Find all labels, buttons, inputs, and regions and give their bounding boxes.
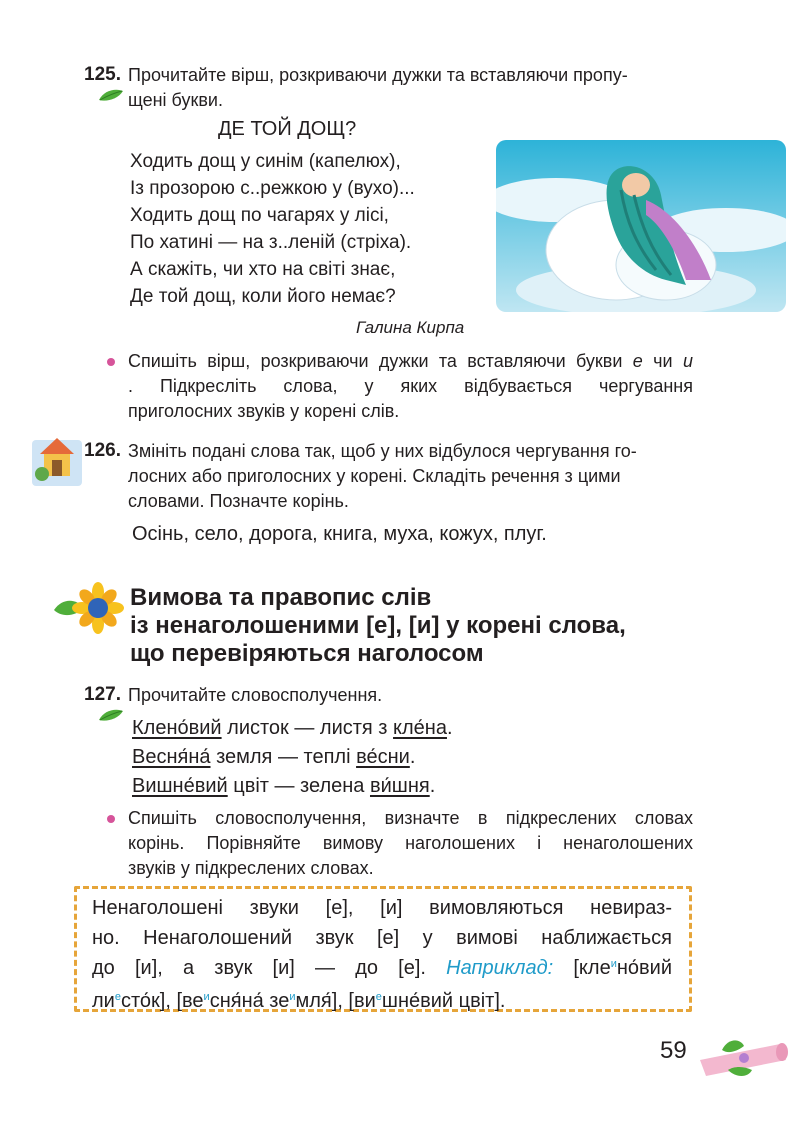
poem-author: Галина Кирпа: [356, 318, 465, 337]
phrase: Весня́на́ земля — теплі ве́сни.: [132, 746, 416, 768]
phrase: Вишне́вий цвіт — зелена ви́шня.: [132, 775, 436, 797]
exercise-number-125: 125.: [84, 64, 121, 85]
poem-line: Де той дощ, коли його немає?: [130, 286, 396, 307]
exercise-number-127: 127.: [84, 684, 121, 705]
poem-line: По хатині — на з..леній (стріха).: [130, 232, 412, 253]
sunflower-icon: [52, 580, 124, 636]
bullet-icon: [107, 358, 115, 366]
rule-text: Ненаголошені звуки [е], [и] вимовляються невираз- но. Ненаголошений звук [е] у вимові наближається до [и], а звук [и] — до [е]. Наприклад: [кле$^и$но́вий $ли^есто́к$], [$ве^исня́на́$ $зе^имля́$], [$ви^ешне́вий$ цвіт].: [92, 897, 672, 1012]
leaf-icon: [98, 88, 124, 102]
rain-cloud-illustration: [496, 140, 786, 312]
scroll-decoration-icon: [692, 1030, 792, 1082]
poem-line: Ходить дощ по чагарях у лісі,: [130, 205, 389, 226]
poem-line: Із прозорою с..режкою у (вухо)...: [130, 178, 415, 199]
example-label: Наприклад:: [446, 957, 554, 979]
exercise-126-task: Змініть подані слова так, щоб у них відбулося чергування го- лосних або приголосних у корені. Складіть речення з цими словами. Позначте корінь.: [128, 441, 637, 511]
exercise-125-instruction: Спишіть вірш, розкриваючи дужки та вставляючи букви е чи и . Підкресліть слова, у яких відбувається чергування приголосних звуків у корені слів.: [128, 351, 693, 421]
section-heading: Вимова та правопис слів із ненаголошеними [е], [и] у корені слова, що перевіряються наголосом: [130, 584, 626, 667]
exercise-127-task: Прочитайте словосполучення.: [128, 685, 383, 705]
exercise-127-instruction: Спишіть словосполучення, визначте в підкреслених словах корінь. Порівняйте вимову наголошених і ненаголошених звуків у підкреслених словах.: [128, 808, 693, 878]
house-icon: [32, 430, 82, 486]
exercise-number-126: 126.: [84, 440, 121, 461]
poem-line: Ходить дощ у синім (капелюх),: [130, 151, 401, 172]
poem-line: А скажіть, чи хто на світі знає,: [130, 259, 396, 280]
poem-title: ДЕ ТОЙ ДОЩ?: [218, 118, 357, 140]
poem: [130, 148, 415, 310]
bullet-icon: [107, 815, 115, 823]
leaf-icon: [98, 708, 124, 722]
exercise-127-phrases: [132, 714, 453, 801]
phrase: Клено́вий листок — листя з кле́на.: [132, 717, 453, 739]
page-number: 59: [660, 1037, 687, 1064]
exercise-125-task: Прочитайте вірш, розкриваючи дужки та вставляючи пропу- щені букви.: [128, 65, 628, 110]
exercise-126-words: Осінь, село, дорога, книга, муха, кожух, плуг.: [132, 523, 547, 545]
